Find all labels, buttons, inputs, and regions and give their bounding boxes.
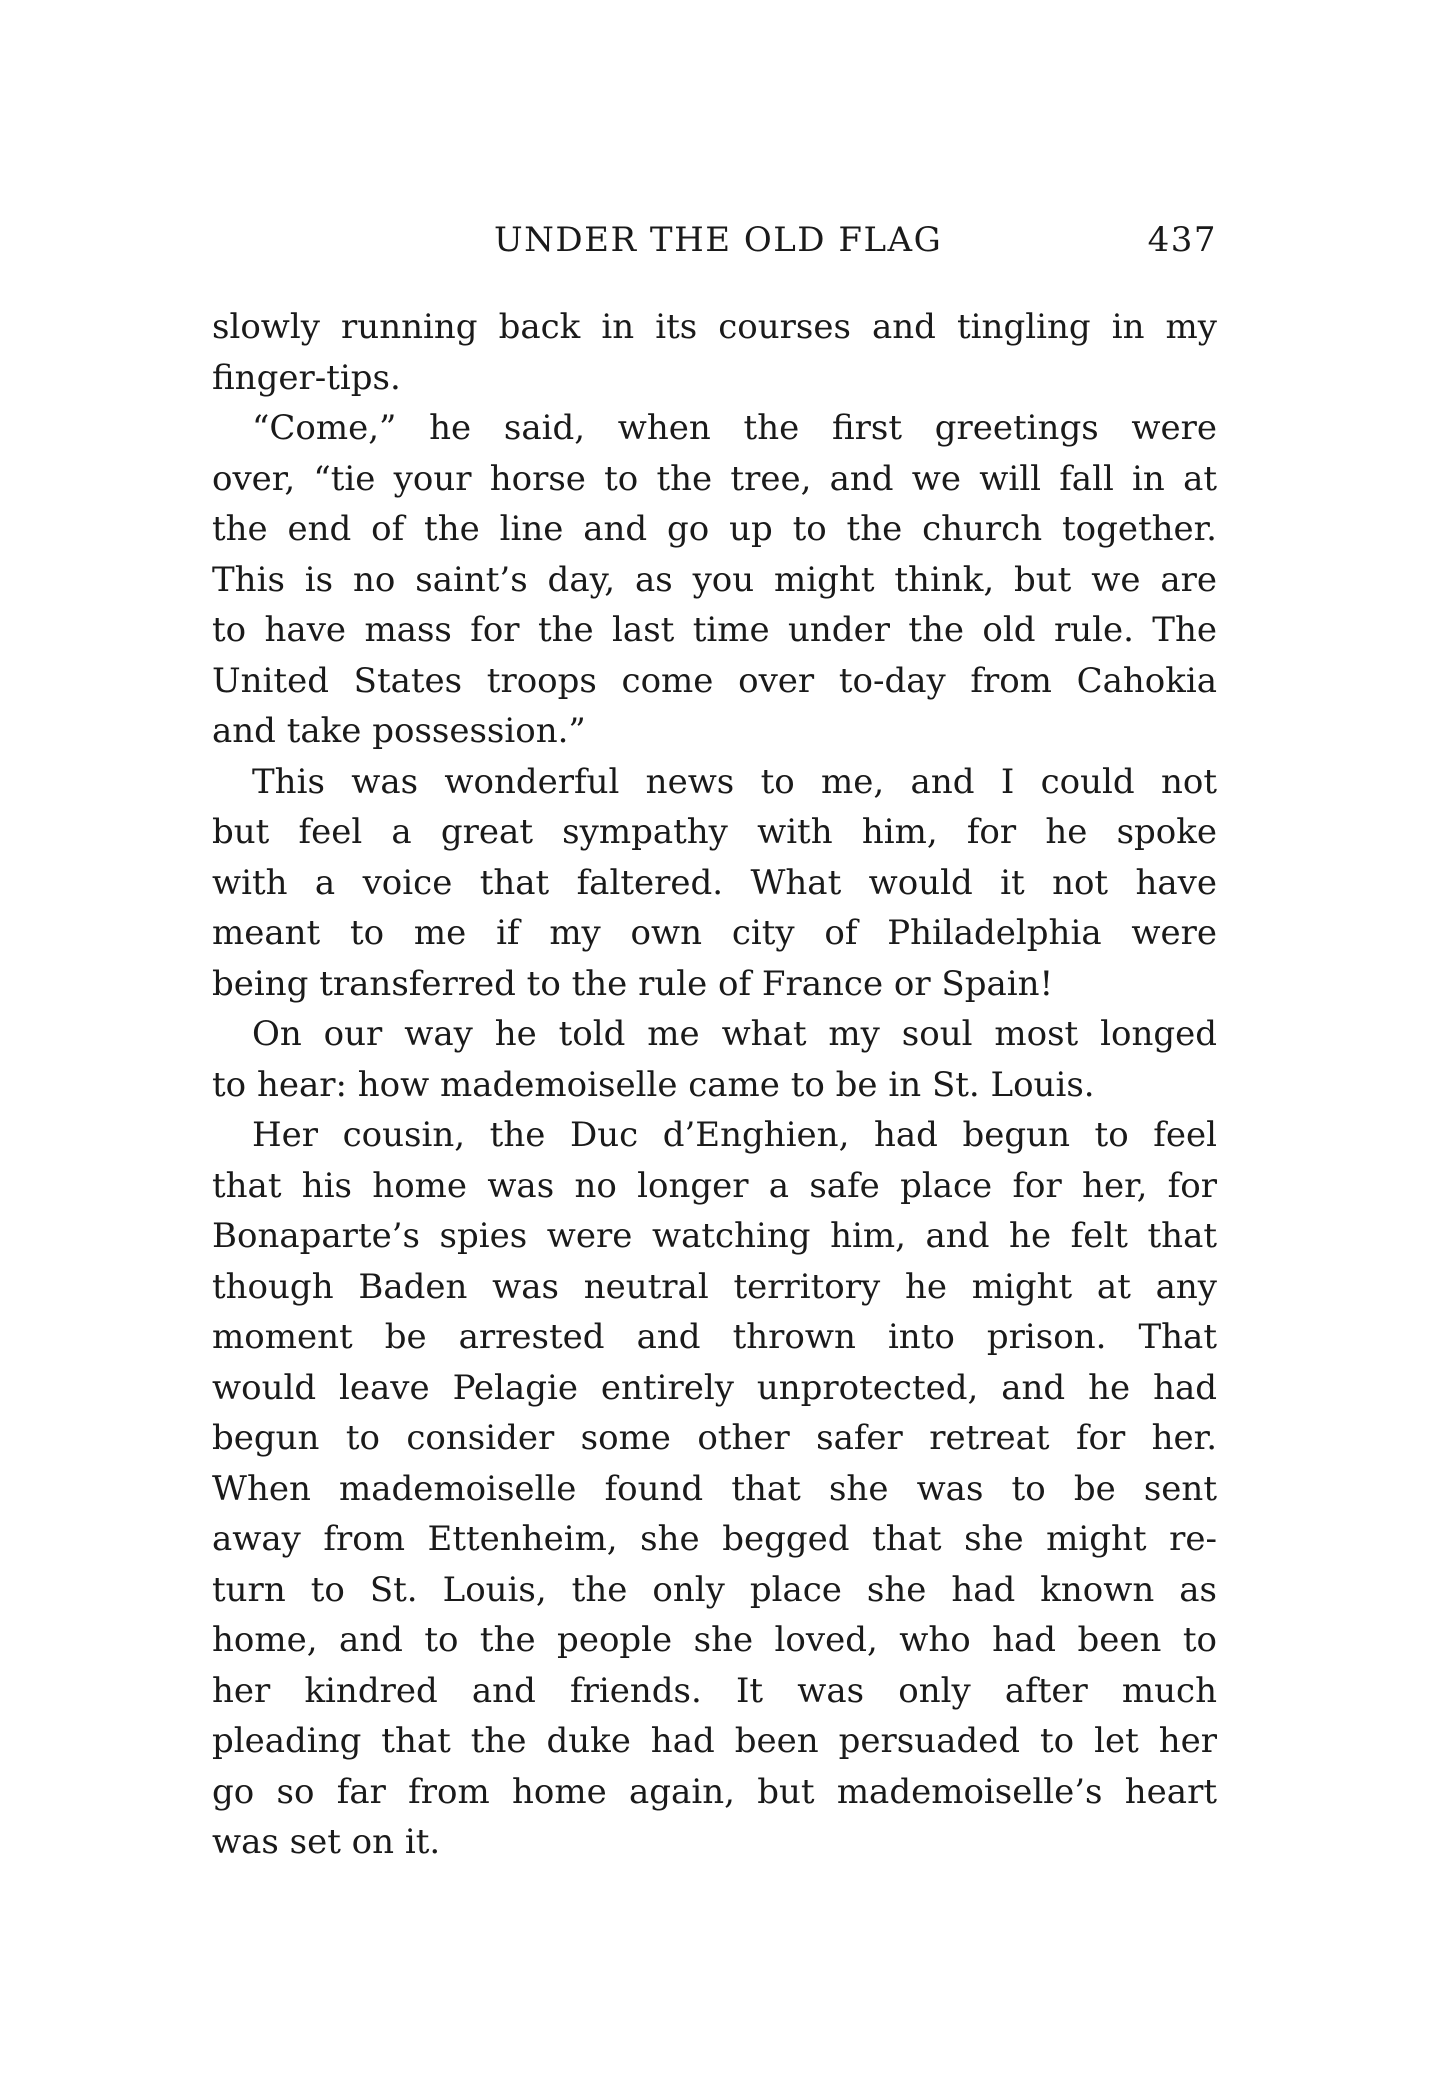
- text-line: though Baden was neutral territory he might at any: [212, 1266, 1217, 1307]
- text-line: to hear: how mademoiselle came to be in St. Louis.: [212, 1064, 1095, 1105]
- body-text: [212, 302, 1217, 1868]
- text-line: would leave Pelagie entirely unprotected, and he had: [212, 1367, 1217, 1408]
- text-line: This is no saint’s day, as you might think, but we are: [212, 559, 1217, 600]
- text-line: was set on it.: [212, 1822, 441, 1862]
- text-line: go so far from home again, but mademoiselle’s heart: [212, 1771, 1217, 1812]
- text-line: begun to consider some other safer retreat for her.: [212, 1418, 1217, 1458]
- text-line: “Come,” he said, when the first greetings were: [252, 408, 1217, 448]
- running-title: UNDER THE OLD FLAG: [494, 220, 943, 260]
- text-line: over, “tie your horse to the tree, and we will fall in at: [212, 458, 1217, 499]
- text-line: turn to St. Louis, the only place she had known as: [212, 1569, 1217, 1610]
- text-line: This was wonderful news to me, and I could not: [252, 761, 1217, 802]
- text-line: being transferred to the rule of France or Spain!: [212, 963, 1054, 1004]
- text-line: Bonaparte’s spies were watching him, and he felt that: [212, 1216, 1217, 1256]
- text-line: Her cousin, the Duc d’Enghien, had begun to feel: [252, 1115, 1217, 1155]
- text-line: When mademoiselle found that she was to be sent: [212, 1468, 1217, 1509]
- text-line: her kindred and friends. It was only after much: [212, 1670, 1217, 1711]
- text-line: On our way he told me what my soul most longed: [252, 1014, 1217, 1054]
- text-line: meant to me if my own city of Philadelphia were: [212, 913, 1217, 953]
- text-line: home, and to the people she loved, who had been to: [212, 1620, 1217, 1660]
- text-line: United States troops come over to-day from Cahokia: [212, 660, 1217, 701]
- page-number: 437: [1147, 220, 1217, 260]
- text-line: finger-tips.: [212, 357, 401, 398]
- text-line: to have mass for the last time under the old rule. The: [212, 610, 1217, 650]
- text-line: moment be arrested and thrown into prison. That: [212, 1317, 1217, 1357]
- text-line: the end of the line and go up to the church together.: [212, 509, 1217, 549]
- text-line: pleading that the duke had been persuaded to let her: [212, 1721, 1217, 1761]
- text-line: slowly running back in its courses and tingling in my: [212, 307, 1217, 347]
- text-line: away from Ettenheim, she begged that she might re-: [212, 1519, 1217, 1559]
- running-header: [212, 220, 1217, 270]
- text-line: but feel a great sympathy with him, for he spoke: [212, 812, 1217, 852]
- text-line: and take possession.”: [212, 711, 586, 751]
- text-line: with a voice that faltered. What would it not have: [212, 862, 1217, 903]
- text-line: that his home was no longer a safe place for her, for: [212, 1165, 1217, 1206]
